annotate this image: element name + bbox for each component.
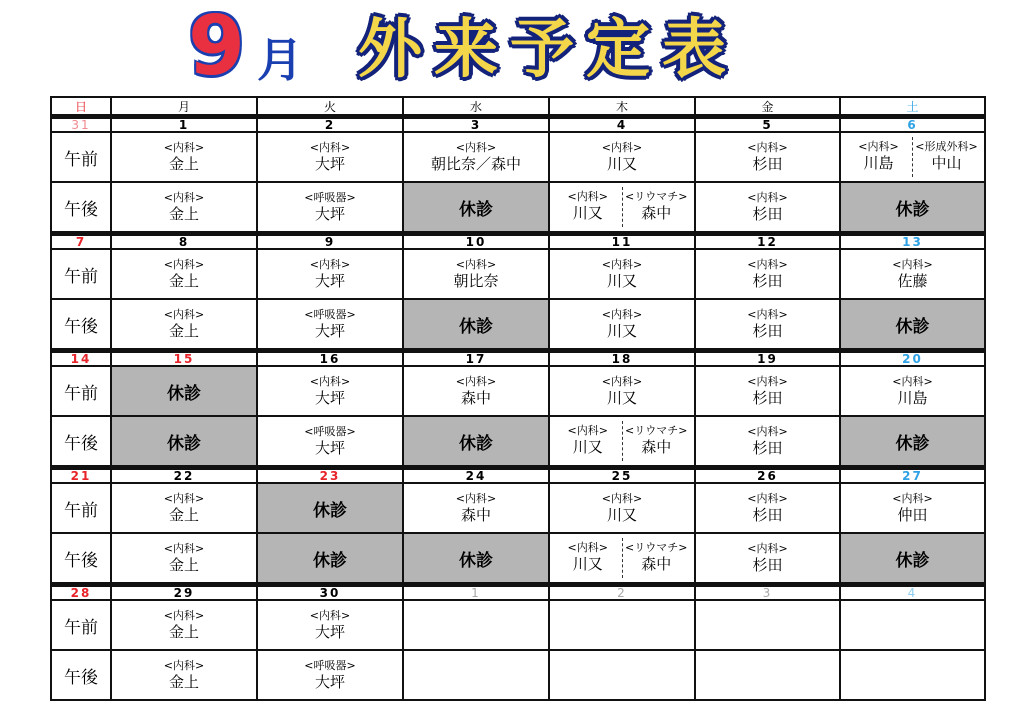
doctor-name: 金上 <box>168 555 199 574</box>
doctor-name: 朝比奈 <box>453 271 499 290</box>
doctor-name: 川又 <box>606 154 637 173</box>
doctor-name: 金上 <box>168 271 199 290</box>
doctor-cell <box>258 417 404 465</box>
date-cell: 1 <box>112 119 258 131</box>
date-cell: 9 <box>258 236 404 248</box>
date-cell: 21 <box>50 470 112 482</box>
doctor-name: 大坪 <box>314 321 345 340</box>
date-cell: 29 <box>112 587 258 599</box>
doctor-name: 佐藤 <box>897 271 928 290</box>
doctor-name: 杉田 <box>752 555 783 574</box>
doctor-name: 大坪 <box>314 154 345 173</box>
date-row <box>50 116 986 133</box>
date-cell: 2 <box>550 587 696 599</box>
doctor-cell <box>112 250 258 298</box>
department-label: <内科> <box>567 541 608 555</box>
doctor-cell <box>112 300 258 348</box>
doctor-cell <box>404 133 550 181</box>
doctor-cell <box>112 534 258 582</box>
am-row <box>50 133 986 183</box>
doctor-cell <box>696 367 841 415</box>
pm-row <box>50 417 986 467</box>
empty-cell <box>404 651 550 699</box>
am-row <box>50 367 986 417</box>
date-cell: 10 <box>404 236 550 248</box>
date-cell: 24 <box>404 470 550 482</box>
doctor-cell <box>112 133 258 181</box>
date-row <box>50 350 986 367</box>
date-cell: 8 <box>112 236 258 248</box>
closed-cell: 休診 <box>112 417 258 465</box>
department-label: <内科> <box>892 375 933 389</box>
am-row <box>50 484 986 534</box>
department-label: <呼吸器> <box>304 191 356 205</box>
doctor-cell <box>841 250 986 298</box>
date-cell: 3 <box>404 119 550 131</box>
empty-cell <box>841 601 986 649</box>
doctor-name: 仲田 <box>897 505 928 524</box>
date-cell: 1 <box>404 587 550 599</box>
date-cell: 31 <box>50 119 112 131</box>
doctor-name: 金上 <box>168 622 199 641</box>
date-cell: 27 <box>841 470 986 482</box>
doctor-name: 大坪 <box>314 204 345 223</box>
closed-cell: 休診 <box>112 367 258 415</box>
doctor-name: 川又 <box>572 438 603 457</box>
doctor-cell <box>404 484 550 532</box>
closed-cell: 休診 <box>258 534 404 582</box>
split-doctor-cell <box>841 133 986 181</box>
date-cell: 26 <box>696 470 841 482</box>
doctor-name: 森中 <box>460 388 491 407</box>
department-label: <内科> <box>163 258 205 272</box>
doctor-cell <box>112 183 258 231</box>
doctor-cell <box>404 367 550 415</box>
date-cell: 14 <box>50 353 112 365</box>
date-cell: 2 <box>258 119 404 131</box>
date-cell: 11 <box>550 236 696 248</box>
closed-cell: 休診 <box>841 534 986 582</box>
doctor-name: 杉田 <box>752 204 783 223</box>
department-label: <内科> <box>163 659 205 673</box>
doctor-cell <box>550 133 696 181</box>
pm-row <box>50 183 986 233</box>
date-cell: 5 <box>696 119 841 131</box>
doctor-cell <box>258 651 404 699</box>
department-label: <内科> <box>601 492 643 506</box>
department-label: <内科> <box>309 609 351 623</box>
department-label: <内科> <box>892 258 933 272</box>
doctor-name: 金上 <box>168 204 199 223</box>
month-char: 月 <box>257 33 303 87</box>
morning-label: 午前 <box>50 133 112 181</box>
morning-label: 午前 <box>50 367 112 415</box>
doctor-cell <box>696 183 841 231</box>
doctor-cell <box>258 300 404 348</box>
date-row <box>50 467 986 484</box>
doctor-name: 金上 <box>168 154 199 173</box>
doctor-name: 森中 <box>641 438 672 457</box>
afternoon-label: 午後 <box>50 651 112 699</box>
doctor-name: 森中 <box>641 555 672 574</box>
date-cell: 22 <box>112 470 258 482</box>
doctor-name: 杉田 <box>752 438 783 457</box>
doctor-cell <box>696 300 841 348</box>
department-label: <内科> <box>747 191 788 205</box>
weeks-container <box>50 116 986 701</box>
pm-row <box>50 534 986 584</box>
pm-row <box>50 651 986 701</box>
closed-cell: 休診 <box>258 484 404 532</box>
doctor-name: 川又 <box>572 204 603 223</box>
weekday-thu: 木 <box>550 98 696 114</box>
doctor-name: 金上 <box>168 505 199 524</box>
date-cell: 28 <box>50 587 112 599</box>
doctor-name: 森中 <box>641 204 672 223</box>
doctor-name: 大坪 <box>314 388 345 407</box>
doctor-name: 大坪 <box>314 438 345 457</box>
department-label: <内科> <box>567 190 608 204</box>
afternoon-label: 午後 <box>50 300 112 348</box>
date-cell: 25 <box>550 470 696 482</box>
department-label: <内科> <box>601 308 643 322</box>
department-label: <内科> <box>455 258 497 272</box>
closed-cell: 休診 <box>404 183 550 231</box>
department-label: <内科> <box>747 375 788 389</box>
weekday-fri: 金 <box>696 98 841 114</box>
doctor-name: 中山 <box>931 154 962 173</box>
department-label: <内科> <box>747 258 788 272</box>
doctor-right <box>623 187 691 227</box>
department-label: <内科> <box>601 375 643 389</box>
department-label: <内科> <box>747 492 788 506</box>
doctor-left <box>554 421 623 461</box>
doctor-cell <box>841 367 986 415</box>
doctor-name: 大坪 <box>314 672 345 691</box>
split-doctor-cell <box>550 417 696 465</box>
department-label: <内科> <box>858 140 899 154</box>
doctor-cell <box>112 651 258 699</box>
department-label: <リウマチ> <box>625 424 688 438</box>
date-cell: 13 <box>841 236 986 248</box>
doctor-name: 朝比奈／森中 <box>430 154 521 173</box>
closed-cell: 休診 <box>404 300 550 348</box>
date-cell: 23 <box>258 470 404 482</box>
weekday-tue: 火 <box>258 98 404 114</box>
department-label: <内科> <box>163 542 205 556</box>
doctor-name: 森中 <box>460 505 491 524</box>
date-row <box>50 233 986 250</box>
doctor-cell <box>841 484 986 532</box>
empty-cell <box>550 651 696 699</box>
date-cell: 12 <box>696 236 841 248</box>
doctor-cell <box>550 367 696 415</box>
doctor-left <box>554 187 623 227</box>
date-cell: 4 <box>841 587 986 599</box>
am-row <box>50 250 986 300</box>
weekday-mon: 月 <box>112 98 258 114</box>
department-label: <内科> <box>163 191 205 205</box>
split-doctor-cell <box>550 534 696 582</box>
doctor-cell <box>550 484 696 532</box>
empty-cell <box>550 601 696 649</box>
department-label: <内科> <box>747 425 788 439</box>
doctor-name: 杉田 <box>752 154 783 173</box>
morning-label: 午前 <box>50 250 112 298</box>
afternoon-label: 午後 <box>50 534 112 582</box>
department-label: <内科> <box>163 492 205 506</box>
empty-cell <box>841 651 986 699</box>
department-label: <内科> <box>601 141 643 155</box>
empty-cell <box>696 651 841 699</box>
doctor-cell <box>696 133 841 181</box>
weekday-wed: 水 <box>404 98 550 114</box>
doctor-name: 杉田 <box>752 271 783 290</box>
department-label: <内科> <box>455 141 497 155</box>
morning-label: 午前 <box>50 601 112 649</box>
department-label: <内科> <box>163 609 205 623</box>
department-label: <形成外科> <box>915 140 978 154</box>
date-cell: 7 <box>50 236 112 248</box>
department-label: <内科> <box>163 308 205 322</box>
department-label: <内科> <box>747 542 788 556</box>
doctor-cell <box>550 300 696 348</box>
department-label: <内科> <box>309 141 351 155</box>
doctor-cell <box>112 601 258 649</box>
department-label: <内科> <box>455 375 497 389</box>
doctor-cell <box>258 367 404 415</box>
date-cell: 18 <box>550 353 696 365</box>
date-cell: 19 <box>696 353 841 365</box>
doctor-name: 金上 <box>168 672 199 691</box>
doctor-name: 川島 <box>897 388 928 407</box>
doctor-name: 川又 <box>606 271 637 290</box>
closed-cell: 休診 <box>404 534 550 582</box>
department-label: <内科> <box>747 308 788 322</box>
doctor-name: 川又 <box>572 555 603 574</box>
afternoon-label: 午後 <box>50 183 112 231</box>
doctor-left <box>554 538 623 578</box>
doctor-name: 川島 <box>863 154 894 173</box>
closed-cell: 休診 <box>841 183 986 231</box>
doctor-left <box>845 137 913 177</box>
date-cell: 6 <box>841 119 986 131</box>
morning-label: 午前 <box>50 484 112 532</box>
closed-cell: 休診 <box>841 417 986 465</box>
department-label: <内科> <box>747 141 788 155</box>
closed-cell: 休診 <box>841 300 986 348</box>
empty-cell <box>404 601 550 649</box>
date-cell: 16 <box>258 353 404 365</box>
department-label: <リウマチ> <box>625 190 688 204</box>
department-label: <リウマチ> <box>625 541 688 555</box>
doctor-right <box>913 137 980 177</box>
date-cell: 15 <box>112 353 258 365</box>
pm-row <box>50 300 986 350</box>
afternoon-label: 午後 <box>50 417 112 465</box>
date-cell: 17 <box>404 353 550 365</box>
doctor-name: 川又 <box>606 321 637 340</box>
department-label: <内科> <box>455 492 497 506</box>
doctor-cell <box>258 601 404 649</box>
department-label: <呼吸器> <box>304 425 356 439</box>
am-row <box>50 601 986 651</box>
department-label: <内科> <box>601 258 643 272</box>
weekday-header-row <box>50 96 986 116</box>
department-label: <呼吸器> <box>304 308 356 322</box>
split-doctor-cell <box>550 183 696 231</box>
department-label: <内科> <box>567 424 608 438</box>
month-number: 9 <box>188 0 246 94</box>
department-label: <呼吸器> <box>304 659 356 673</box>
date-cell: 20 <box>841 353 986 365</box>
department-label: <内科> <box>163 141 205 155</box>
doctor-name: 大坪 <box>314 271 345 290</box>
closed-cell: 休診 <box>404 417 550 465</box>
date-cell: 4 <box>550 119 696 131</box>
doctor-name: 杉田 <box>752 505 783 524</box>
doctor-name: 川又 <box>606 505 637 524</box>
doctor-cell <box>404 250 550 298</box>
empty-cell <box>696 601 841 649</box>
schedule-calendar <box>50 96 986 701</box>
department-label: <内科> <box>309 258 351 272</box>
doctor-cell <box>258 183 404 231</box>
doctor-cell <box>696 534 841 582</box>
date-cell: 30 <box>258 587 404 599</box>
doctor-name: 杉田 <box>752 321 783 340</box>
doctor-name: 川又 <box>606 388 637 407</box>
doctor-cell <box>258 133 404 181</box>
date-cell: 3 <box>696 587 841 599</box>
doctor-right <box>623 538 691 578</box>
date-row <box>50 584 986 601</box>
weekday-sun: 日 <box>50 98 112 114</box>
page-title: 外来予定表 <box>358 13 738 87</box>
doctor-cell <box>550 250 696 298</box>
doctor-cell <box>696 417 841 465</box>
doctor-name: 大坪 <box>314 622 345 641</box>
doctor-right <box>623 421 691 461</box>
weekday-sat: 土 <box>841 98 986 114</box>
doctor-name: 杉田 <box>752 388 783 407</box>
doctor-cell <box>112 484 258 532</box>
department-label: <内科> <box>309 375 351 389</box>
doctor-cell <box>258 250 404 298</box>
page-header <box>0 2 1024 96</box>
department-label: <内科> <box>892 492 933 506</box>
doctor-cell <box>696 250 841 298</box>
doctor-name: 金上 <box>168 321 199 340</box>
doctor-cell <box>696 484 841 532</box>
